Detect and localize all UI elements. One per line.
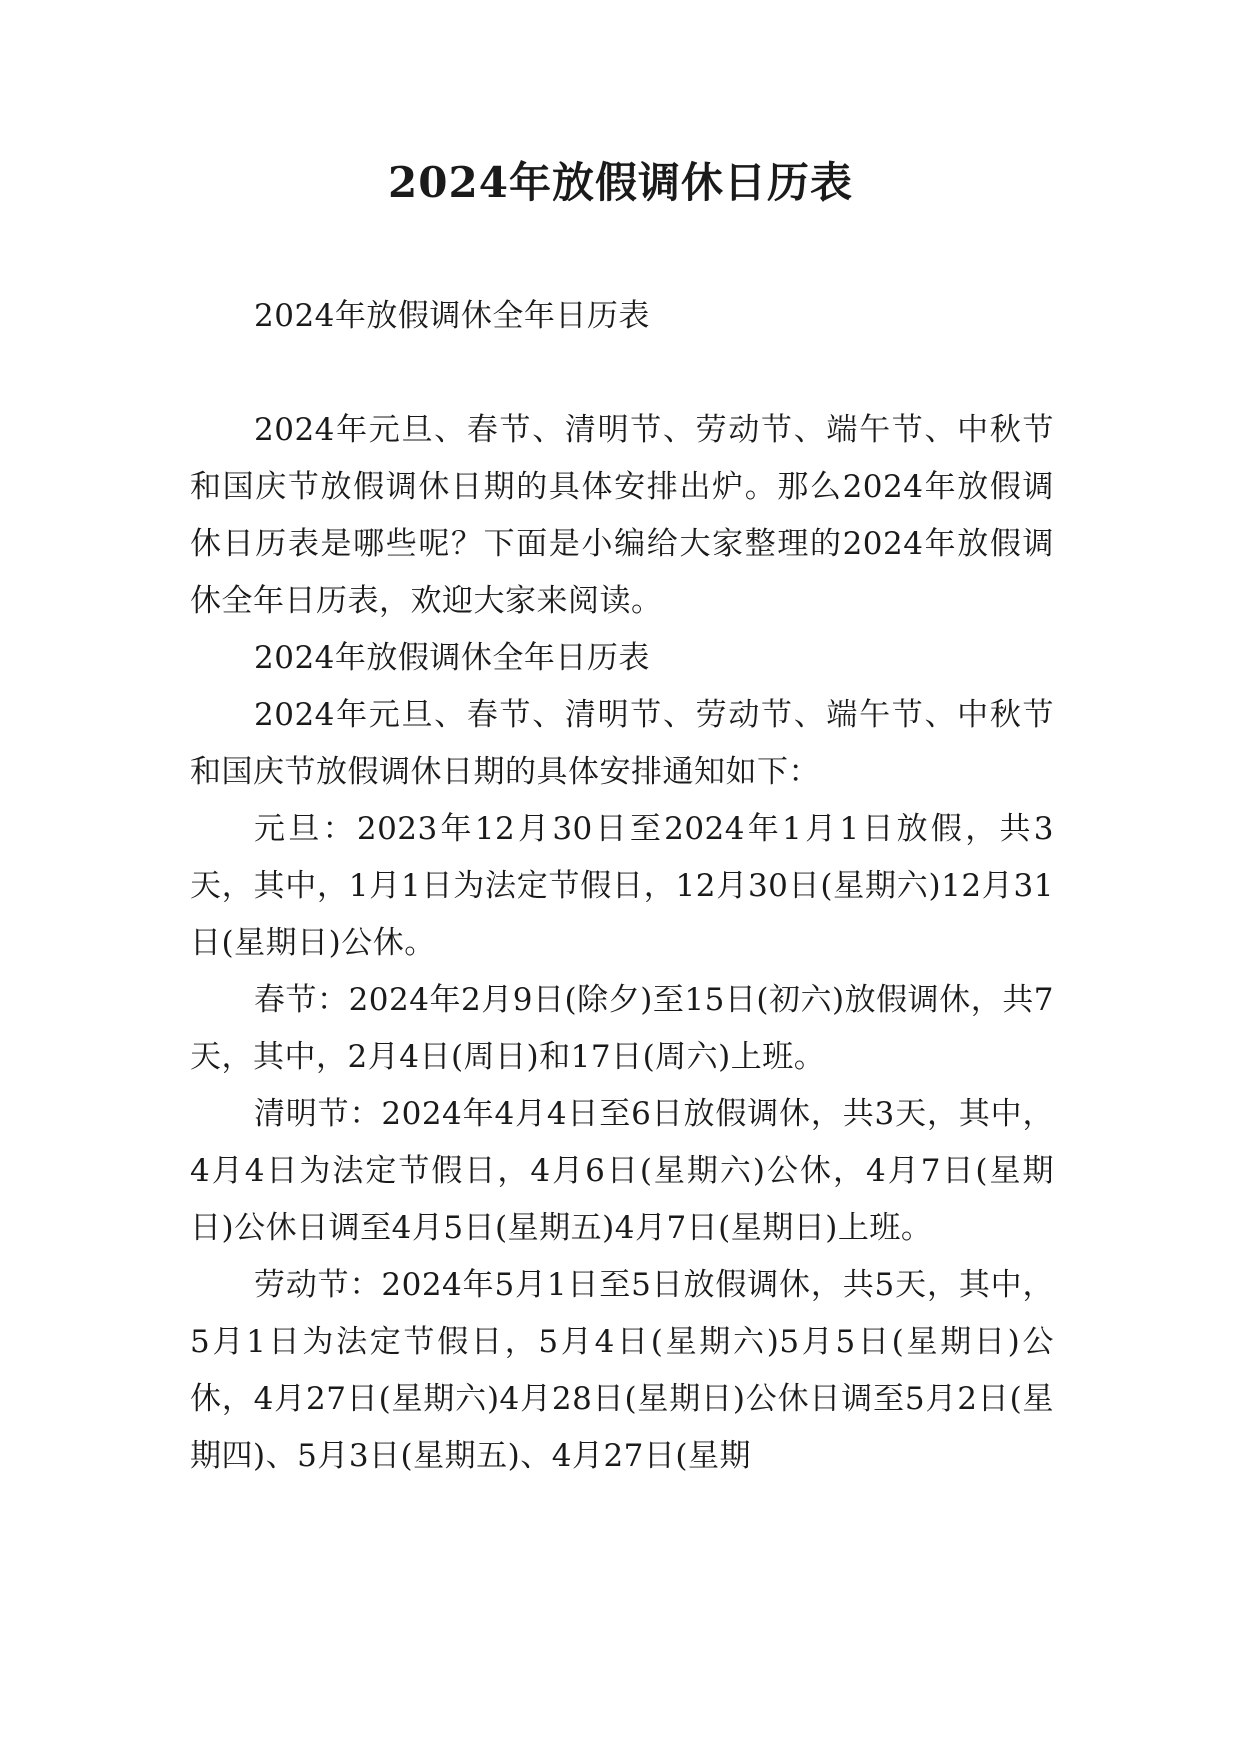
paragraph-new-year: 元旦：2023年12月30日至2024年1月1日放假，共3天，其中，1月1日为法定节假日，12月30日(星期六)12月31日(星期日)公休。 <box>190 811 1054 961</box>
page-title: 2024年放假调休日历表 <box>388 158 853 207</box>
paragraph-intro: 2024年元旦、春节、清明节、劳动节、端午节、中秋节和国庆节放假调休日期的具体安排出炉。那么2024年放假调休日历表是哪些呢？下面是小编给大家整理的2024年放假调休全年日历表，欢迎大家来阅读。 <box>190 412 1054 619</box>
subtitle: 2024年放假调休全年日历表 <box>254 298 650 334</box>
paragraph-spring-festival: 春节：2024年2月9日(除夕)至15日(初六)放假调休，共7天，其中，2月4日(周日)和17日(周六)上班。 <box>190 982 1054 1075</box>
paragraph-labor-day: 劳动节：2024年5月1日至5日放假调休，共5天，其中，5月1日为法定节假日，5月4日(星期六)5月5日(星期日)公休，4月27日(星期六)4月28日(星期日)公休日调至5月2日(星期四)、5月3日(星期五)、4月27日(星期 <box>190 1267 1054 1474</box>
document-body <box>190 288 1054 1485</box>
paragraph-qingming: 清明节：2024年4月4日至6日放假调休，共3天，其中，4月4日为法定节假日，4月6日(星期六)公休，4月7日(星期日)公休日调至4月5日(星期五)4月7日(星期日)上班。 <box>190 1096 1054 1246</box>
paragraph-heading: 2024年放假调休全年日历表 <box>254 640 650 676</box>
paragraph-notice: 2024年元旦、春节、清明节、劳动节、端午节、中秋节和国庆节放假调休日期的具体安排通知如下： <box>190 697 1054 790</box>
